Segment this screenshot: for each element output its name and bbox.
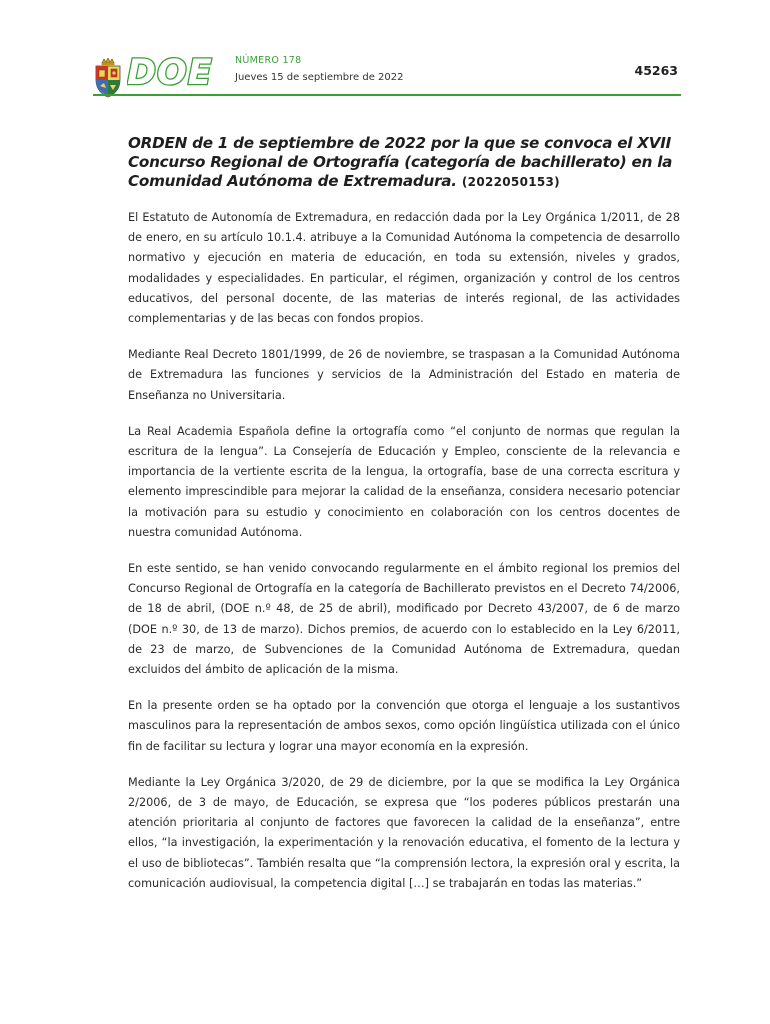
issue-number: NÚMERO 178: [235, 55, 302, 66]
document-title: [128, 134, 680, 192]
issue-date: Jueves 15 de septiembre de 2022: [235, 72, 404, 83]
paragraph-1: El Estatuto de Autonomía de Extremadura, en redacción dada por la Ley Orgánica 1/2011, de 28 de enero, en su artículo 10.1.4. atribuye a la Comunidad Autónoma la competencia de desarrollo normativo y ejecución en materia de educación, en toda su extensión, niveles y grados, modalidades y especialidades. En particular, el régimen, organización y control de los centros educativos, del personal docente, de las materias de interés regional, de las actividades complementarias y de las becas con fondos propios.: [128, 211, 680, 326]
title-text: ORDEN de 1 de septiembre de 2022 por la que se convoca el XVII Concurso Regional de Ortografía (categoría de bachillerato) en la Comunidad Autónoma de Extremadura.: [128, 134, 673, 190]
document-code: (2022050153): [461, 175, 560, 189]
svg-text:DOE: DOE: [127, 53, 213, 92]
doe-logo: [127, 52, 219, 92]
paragraph-3: La Real Academia Española define la ortografía como “el conjunto de normas que regulan la escritura de la lengua”. La Consejería de Educación y Empleo, consciente de la relevancia e importancia de la vertiente escrita de la lengua, la ortografía, base de una correcta escritura y elemento imprescindible para mejorar la calidad de la enseñanza, considera necesario potenciar la motivación para su estudio y conocimiento en colaboración con los centros docentes de nuestra comunidad Autónoma.: [128, 424, 680, 539]
extremadura-crest-icon: [93, 58, 123, 98]
paragraph-6: Mediante la Ley Orgánica 3/2020, de 29 de diciembre, por la que se modifica la Ley Orgánica 2/2006, de 3 de mayo, de Educación, se expresa que “los poderes públicos prestarán una atención prioritaria al conjunto de factores que favorecen la calidad de la enseñanza”, entre ellos, “la investigación, la experimentación y la renovación educativa, el fomento de la lectura y el uso de bibliotecas”. También resalta que “la comprensión lectora, la expresión oral y escrita, la comunicación audiovisual, la competencia digital […] se trabajarán en todas las materias.”: [128, 775, 680, 890]
paragraph-4: En este sentido, se han venido convocando regularmente en el ámbito regional los premios del Concurso Regional de Ortografía en la categoría de Bachillerato previstos en el Decreto 74/2006, de 18 de abril, (DOE n.º 48, de 25 de abril), modificado por Decreto 43/2007, de 6 de marzo (DOE n.º 30, de 13 de marzo). Dichos premios, de acuerdo con lo establecido en la Ley 6/2011, de 23 de marzo, de Subvenciones de la Comunidad Autónoma de Extremadura, quedan excluidos del ámbito de aplicación de la misma.: [128, 562, 680, 677]
page-header: [93, 52, 680, 94]
page-number: 45263: [634, 63, 678, 78]
header-divider: [93, 94, 681, 96]
paragraph-2: Mediante Real Decreto 1801/1999, de 26 de noviembre, se traspasan a la Comunidad Autónoma de Extremadura las funciones y servicios de la Administración del Estado en materia de Enseñanza no Universitaria.: [128, 348, 680, 402]
paragraph-5: En la presente orden se ha optado por la convención que otorga el lenguaje a los sustantivos masculinos para la representación de ambos sexos, como opción lingüística utilizada con el único fin de facilitar su lectura y lograr una mayor economía en la expresión.: [128, 699, 680, 753]
document-body: [128, 134, 680, 910]
